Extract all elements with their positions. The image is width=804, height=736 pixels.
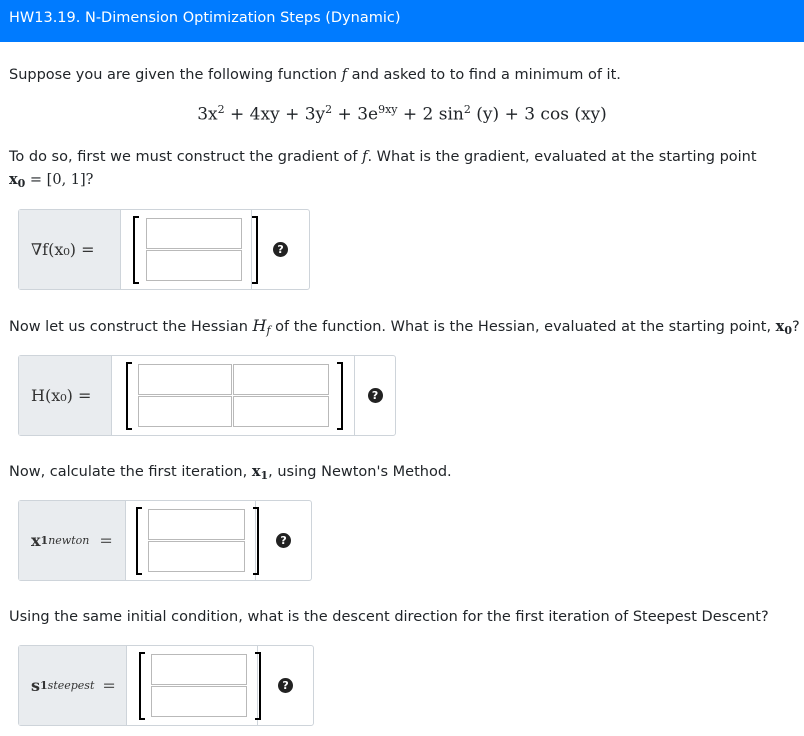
left-bracket bbox=[139, 652, 145, 720]
newton-label-sup: newton bbox=[48, 534, 90, 547]
hessian-label: H(x₀) = bbox=[19, 356, 112, 435]
right-bracket bbox=[253, 507, 259, 575]
question-circle-icon[interactable]: ? bbox=[278, 678, 293, 693]
newton-help[interactable] bbox=[255, 501, 311, 580]
left-bracket bbox=[133, 216, 139, 284]
q1-x0-sub: 0 bbox=[17, 177, 26, 190]
intro-f: f bbox=[341, 67, 348, 83]
q3-after: , using Newton's Method. bbox=[268, 464, 452, 480]
steepest-entry-2[interactable] bbox=[151, 686, 247, 717]
hessian-entry-22[interactable] bbox=[233, 396, 329, 427]
steepest-label-sub: 1 bbox=[40, 679, 48, 692]
eq-term-3-exp: 9xy bbox=[378, 103, 398, 116]
eq-term-4-exp: 2 bbox=[463, 103, 471, 116]
eq-term-5: (y) + 3 cos (xy) bbox=[470, 104, 607, 125]
eq-term-4: + 2 sin bbox=[397, 104, 464, 125]
newton-entry-2[interactable] bbox=[148, 541, 245, 572]
q3-before: Now, calculate the first iteration, bbox=[9, 464, 252, 480]
q3-x1: x bbox=[251, 463, 261, 480]
steepest-label-eq: = bbox=[102, 676, 116, 695]
steepest-label-var: s bbox=[31, 676, 41, 695]
intro-after: and asked to to find a minimum of it. bbox=[347, 67, 621, 83]
gradient-entry-1[interactable] bbox=[146, 218, 242, 249]
newton-matrix bbox=[126, 501, 256, 580]
eq-term-2: + 4xy + 3y bbox=[224, 104, 326, 125]
right-bracket bbox=[337, 362, 343, 430]
newton-input-group bbox=[18, 500, 312, 581]
q4-text bbox=[9, 606, 769, 628]
right-bracket bbox=[252, 216, 258, 284]
newton-label-eq: = bbox=[99, 531, 113, 550]
newton-label-var: x bbox=[31, 531, 41, 550]
page-header bbox=[0, 0, 804, 42]
q2-text bbox=[9, 315, 800, 342]
q4-text-content: Using the same initial condition, what is the descent direction for the first iteration of Steepest Descent? bbox=[9, 609, 769, 625]
eq-term-3: + 3e bbox=[332, 104, 379, 125]
eq-term-1-exp: 2 bbox=[217, 103, 225, 116]
eq-term-1: 3x bbox=[197, 104, 218, 125]
left-bracket bbox=[136, 507, 142, 575]
question-circle-icon[interactable]: ? bbox=[368, 388, 383, 403]
question-circle-icon[interactable]: ? bbox=[273, 242, 288, 257]
q1-point bbox=[9, 169, 93, 195]
hessian-matrix bbox=[112, 356, 354, 435]
q1-x0: x bbox=[9, 171, 18, 188]
intro-before: Suppose you are given the following function bbox=[9, 67, 342, 83]
q2-H: H bbox=[252, 316, 267, 335]
newton-label bbox=[19, 501, 126, 580]
q1-after: . What is the gradient, evaluated at the starting point bbox=[367, 149, 757, 165]
gradient-help[interactable] bbox=[251, 210, 309, 289]
q2-x0-sub: 0 bbox=[784, 324, 792, 337]
q1-before: To do so, first we must construct the gradient of bbox=[9, 149, 363, 165]
gradient-input-group bbox=[18, 209, 310, 290]
page-title: HW13.19. N-Dimension Optimization Steps (Dynamic) bbox=[9, 10, 401, 26]
hessian-entry-12[interactable] bbox=[233, 364, 329, 395]
hessian-input-group bbox=[18, 355, 396, 436]
q3-x1-sub: 1 bbox=[260, 469, 269, 482]
eq-term-2-exp: 2 bbox=[325, 103, 333, 116]
intro-text bbox=[9, 64, 621, 86]
right-bracket bbox=[255, 652, 261, 720]
q2-H-sub: f bbox=[266, 324, 271, 337]
gradient-matrix bbox=[121, 210, 252, 289]
hessian-entry-11[interactable] bbox=[138, 364, 232, 395]
function-equation bbox=[0, 103, 804, 125]
steepest-label bbox=[19, 646, 127, 725]
question-circle-icon[interactable]: ? bbox=[276, 533, 291, 548]
q2-x0: x bbox=[775, 318, 785, 335]
hessian-help[interactable] bbox=[354, 356, 395, 435]
q2-end: ? bbox=[791, 319, 800, 335]
q2-after: of the function. What is the Hessian, evaluated at the starting point, bbox=[270, 319, 776, 335]
q1-f: f bbox=[362, 149, 368, 165]
steepest-entry-1[interactable] bbox=[151, 654, 247, 685]
left-bracket bbox=[126, 362, 132, 430]
newton-entry-1[interactable] bbox=[148, 509, 245, 540]
steepest-input-group bbox=[18, 645, 314, 726]
q1-text bbox=[9, 146, 757, 168]
gradient-label: ∇f(x₀) = bbox=[19, 210, 121, 289]
newton-label-sub: 1 bbox=[40, 534, 49, 547]
steepest-label-sup: steepest bbox=[47, 679, 95, 692]
q2-before: Now let us construct the Hessian bbox=[9, 319, 253, 335]
steepest-help[interactable] bbox=[257, 646, 313, 725]
q3-text bbox=[9, 461, 452, 487]
hessian-entry-21[interactable] bbox=[138, 396, 232, 427]
q1-point-value: = [0, 1]? bbox=[25, 172, 94, 188]
gradient-entry-2[interactable] bbox=[146, 250, 242, 281]
steepest-matrix bbox=[127, 646, 258, 725]
